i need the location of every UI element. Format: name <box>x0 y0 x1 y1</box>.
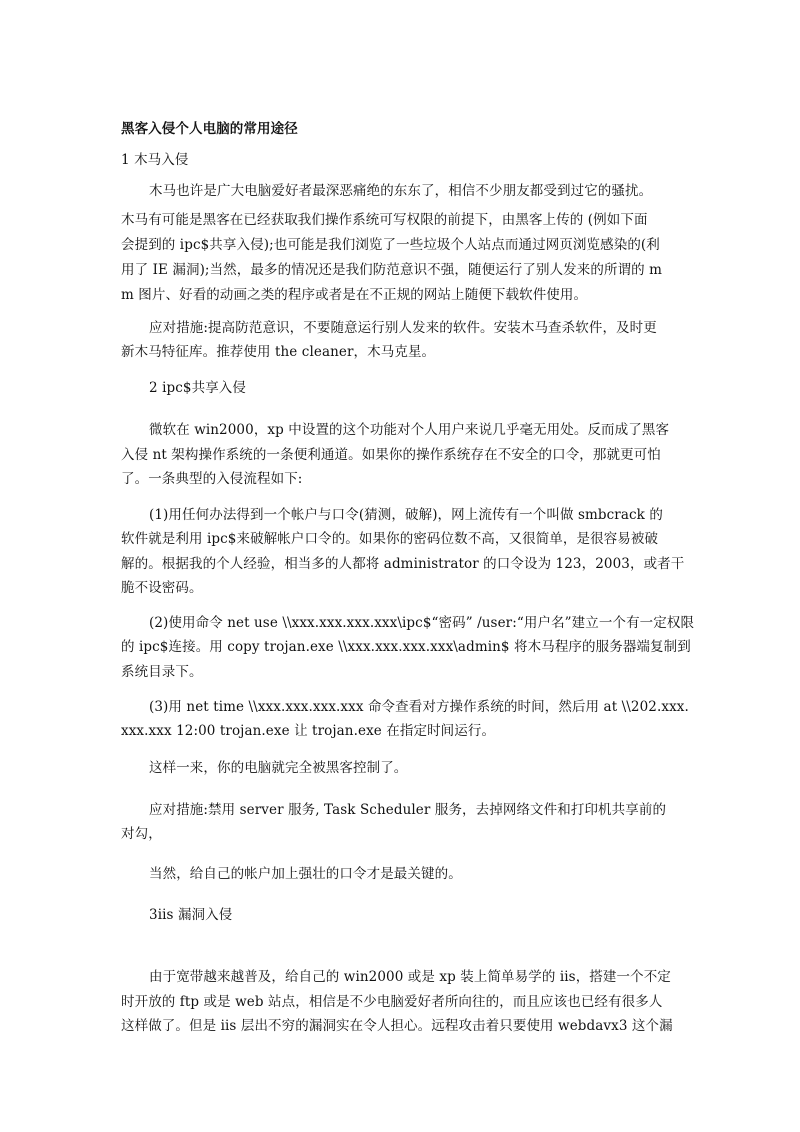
paragraph-line: 当然，给自己的帐户加上强壮的口令才是最关键的。 <box>149 866 462 882</box>
paragraph-line: 入侵 nt 架构操作系统的一条便利通道。如果你的操作系统存在不安全的口令，那就更可怕 <box>121 447 661 463</box>
section-heading: 3iis 漏洞入侵 <box>149 907 233 923</box>
paragraph-line: 这样一来，你的电脑就完全被黑客控制了。 <box>149 760 408 776</box>
paragraph-line: 对勾， <box>121 826 162 842</box>
paragraph-line: 应对措施:禁用 server 服务, Task Scheduler 服务，去掉网络文件和打印机共享前的 <box>149 802 667 818</box>
paragraph-line: xxx.xxx 12:00 trojan.exe 让 trojan.exe 在指定时间运行。 <box>121 723 496 739</box>
paragraph-line: 用了 IE 漏洞);当然，最多的情况还是我们防范意识不强，随便运行了别人发来的所谓的 m <box>121 262 663 278</box>
paragraph-line: 了。一条典型的入侵流程如下: <box>121 471 303 487</box>
paragraph-line: 会提到的 ipc$共享入侵);也可能是我们浏览了一些垃圾个人站点而通过网页浏览感染的(利 <box>121 237 660 253</box>
paragraph-line: 新木马特征库。推荐使用 the cleaner，木马克星。 <box>121 344 436 360</box>
paragraph-line: 应对措施:提高防范意识，不要随意运行别人发来的软件。安装木马查杀软件，及时更 <box>149 320 657 336</box>
paragraph-line: 这样做了。但是 iis 层出不穷的漏洞实在令人担心。远程攻击着只要使用 webdavx3 这个漏 <box>121 1018 673 1034</box>
paragraph-line: 木马也许是广大电脑爱好者最深恶痛绝的东东了，相信不少朋友都受到过它的骚扰。 <box>149 183 653 199</box>
paragraph-line: 系统目录下。 <box>121 664 203 680</box>
paragraph-line: 微软在 win2000，xp 中设置的这个功能对个人用户来说几乎毫无用处。反而成了黑客 <box>149 422 670 438</box>
document-title: 黑客入侵个人电脑的常用途径 <box>121 121 298 137</box>
paragraph-line: (3)用 net time \\xxx.xxx.xxx.xxx 命令查看对方操作系统的时间，然后用 at \\202.xxx. <box>149 699 689 715</box>
paragraph-line: 由于宽带越来越普及，给自己的 win2000 或是 xp 装上简单易学的 iis，搭建一个不定 <box>149 969 671 985</box>
document-page <box>121 0 695 1132</box>
section-heading: 2 ipc$共享入侵 <box>149 380 246 396</box>
paragraph-line: 时开放的 ftp 或是 web 站点，相信是不少电脑爱好者所向往的，而且应该也已经有很多人 <box>121 994 663 1010</box>
paragraph-line: (2)使用命令 net use \\xxx.xxx.xxx.xxx\ipc$“密码” /user:“用户名”建立一个有一定权限 <box>149 615 695 631</box>
paragraph-line: (1)用任何办法得到一个帐户与口令(猜测，破解)，网上流传有一个叫做 smbcrack 的 <box>149 507 663 523</box>
paragraph-line: 脆不设密码。 <box>121 580 203 596</box>
paragraph-line: 解的。根据我的个人经验，相当多的人都将 administrator 的口令设为 123，2003，或者干 <box>121 556 685 572</box>
paragraph-line: 的 ipc$连接。用 copy trojan.exe \\xxx.xxx.xxx.xxx\admin$ 将木马程序的服务器端复制到 <box>121 639 691 655</box>
paragraph-line: 木马有可能是黑客在已经获取我们操作系统可写权限的前提下，由黑客上传的 (例如下面 <box>121 212 648 228</box>
section-heading: 1 木马入侵 <box>121 152 189 168</box>
paragraph-line: 软件就是利用 ipc$来破解帐户口令的。如果你的密码位数不高，又很简单，是很容易被破 <box>121 531 659 547</box>
paragraph-line: m 图片、好看的动画之类的程序或者是在不正规的网站上随便下载软件使用。 <box>121 287 588 303</box>
